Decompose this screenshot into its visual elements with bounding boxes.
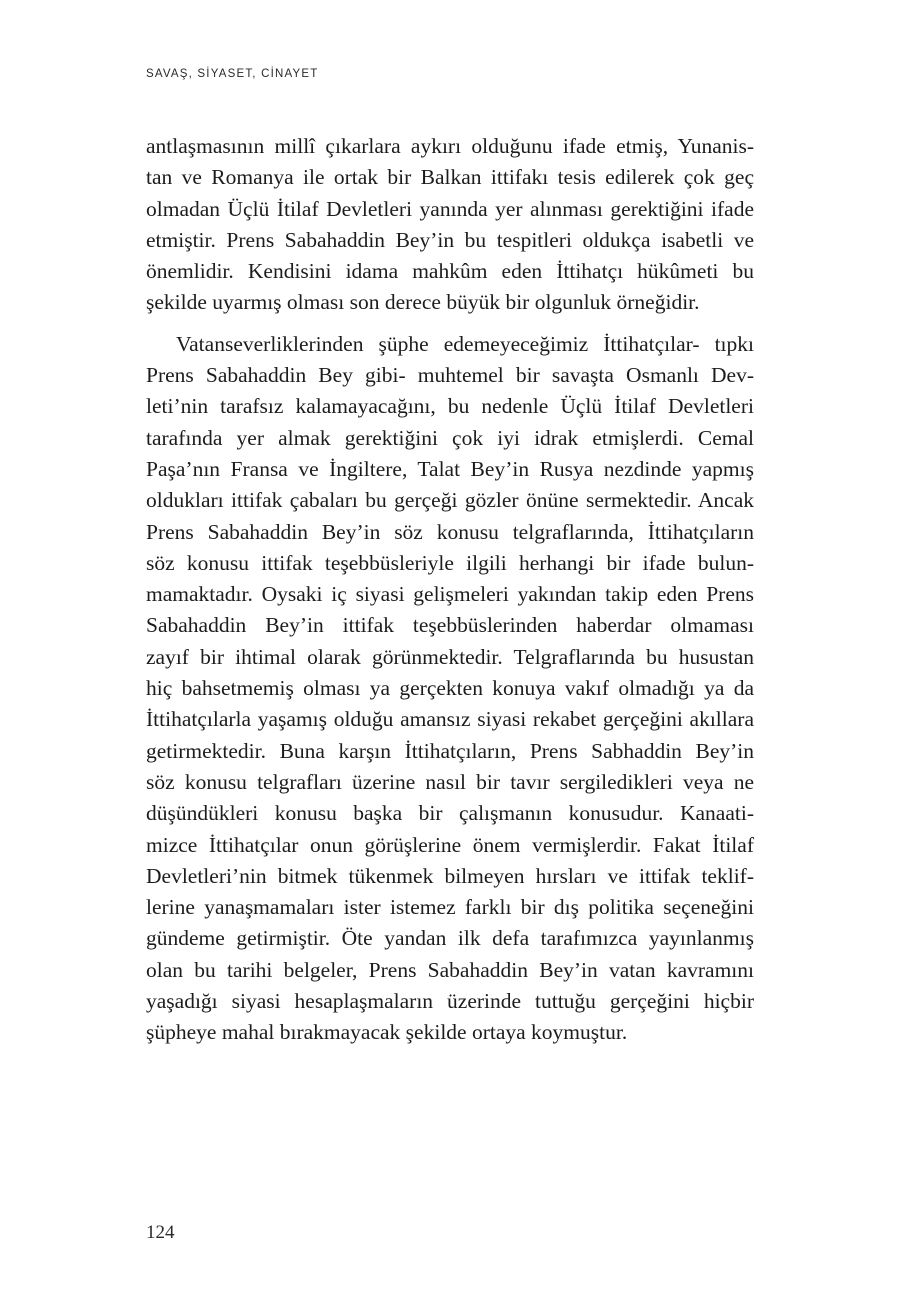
paragraph-gap (146, 319, 754, 329)
text-line: düşündükleri konusu başka bir çalışmanın konusudur. Kanaati- (146, 801, 754, 826)
text-line: getirmektedir. Buna karşın İttihatçıların, Prens Sabhaddin Bey’in (146, 738, 754, 763)
text-line: söz konusu telgrafları üzerine nasıl bir tavır sergiledikleri veya ne (146, 769, 754, 794)
text-line: gündeme getirmiştir. Öte yandan ilk defa tarafımızca yayınlanmış (146, 926, 754, 951)
text-line: önemlidir. Kendisini idama mahkûm eden İttihatçı hükûmeti bu (146, 259, 754, 284)
text-line: etmiştir. Prens Sabahaddin Bey’in bu tespitleri oldukça isabetli ve (146, 227, 754, 252)
text-line: mamaktadır. Oysaki iç siyasi gelişmeleri yakından takip eden Prens (146, 582, 754, 607)
text-line: tarafında yer almak gerektiğini çok iyi idrak etmişlerdi. Cemal (146, 425, 754, 450)
text-line: yaşadığı siyasi hesaplaşmaların üzerinde tuttuğu gerçeğini hiçbir (146, 989, 754, 1014)
text-line: lerine yanaşmamaları ister istemez farklı bir dış politika seçeneğini (146, 895, 754, 920)
running-header: SAVAŞ, SİYASET, CİNAYET (146, 68, 319, 80)
text-line: şüpheye mahal bırakmayacak şekilde ortaya koymuştur. (146, 1020, 628, 1045)
text-line: oldukları ittifak çabaları bu gerçeği gözler önüne sermektedir. Ancak (146, 488, 754, 513)
text-line: şekilde uyarmış olması son derece büyük bir olgunluk örneğidir. (146, 290, 700, 315)
text-line: Devletleri’nin bitmek tükenmek bilmeyen hırsları ve ittifak teklif- (146, 863, 754, 888)
text-line: hiç bahsetmemiş olması ya gerçekten konuya vakıf olmadığı ya da (146, 676, 754, 701)
text-line: söz konusu ittifak teşebbüsleriyle ilgili herhangi bir ifade bulun- (146, 550, 754, 575)
text-line: zayıf bir ihtimal olarak görünmektedir. Telgraflarında bu husustan (146, 644, 754, 669)
page-number: 124 (146, 1222, 175, 1243)
text-line: olan bu tarihi belgeler, Prens Sabahaddin Bey’in vatan kavramını (146, 957, 754, 982)
paragraph-2 (146, 329, 754, 1049)
text-line: Prens Sabahaddin Bey gibi- muhtemel bir savaşta Osmanlı Dev- (146, 363, 754, 388)
text-line: antlaşmasının millî çıkarlara aykırı olduğunu ifade etmiş, Yunanis- (146, 134, 754, 158)
text-line: tan ve Romanya ile ortak bir Balkan ittifakı tesis edilerek çok geç (146, 165, 754, 190)
text-line: olmadan Üçlü İtilaf Devletleri yanında yer alınması gerektiğini ifade (146, 196, 754, 221)
text-line: Vatanseverliklerinden şüphe edemeyeceğimiz İttihatçılar- tıpkı (176, 331, 754, 356)
text-line: Sabahaddin Bey’in ittifak teşebbüslerinden haberdar olmaması (146, 613, 754, 638)
text-line: mizce İttihatçılar onun görüşlerine önem vermişlerdir. Fakat İtilaf (146, 832, 754, 857)
text-line: Paşa’nın Fransa ve İngiltere, Talat Bey’in Rusya nezdinde yapmış (146, 456, 754, 481)
text-line: leti’nin tarafsız kalamayacağını, bu nedenle Üçlü İtilaf Devletleri (146, 394, 754, 419)
paragraph-1 (146, 131, 754, 319)
body-text (146, 131, 754, 1049)
text-line: İttihatçılarla yaşamış olduğu amansız siyasi rekabet gerçeğini akıllara (146, 707, 754, 732)
text-line: Prens Sabahaddin Bey’in söz konusu telgraflarında, İttihatçıların (146, 519, 754, 544)
